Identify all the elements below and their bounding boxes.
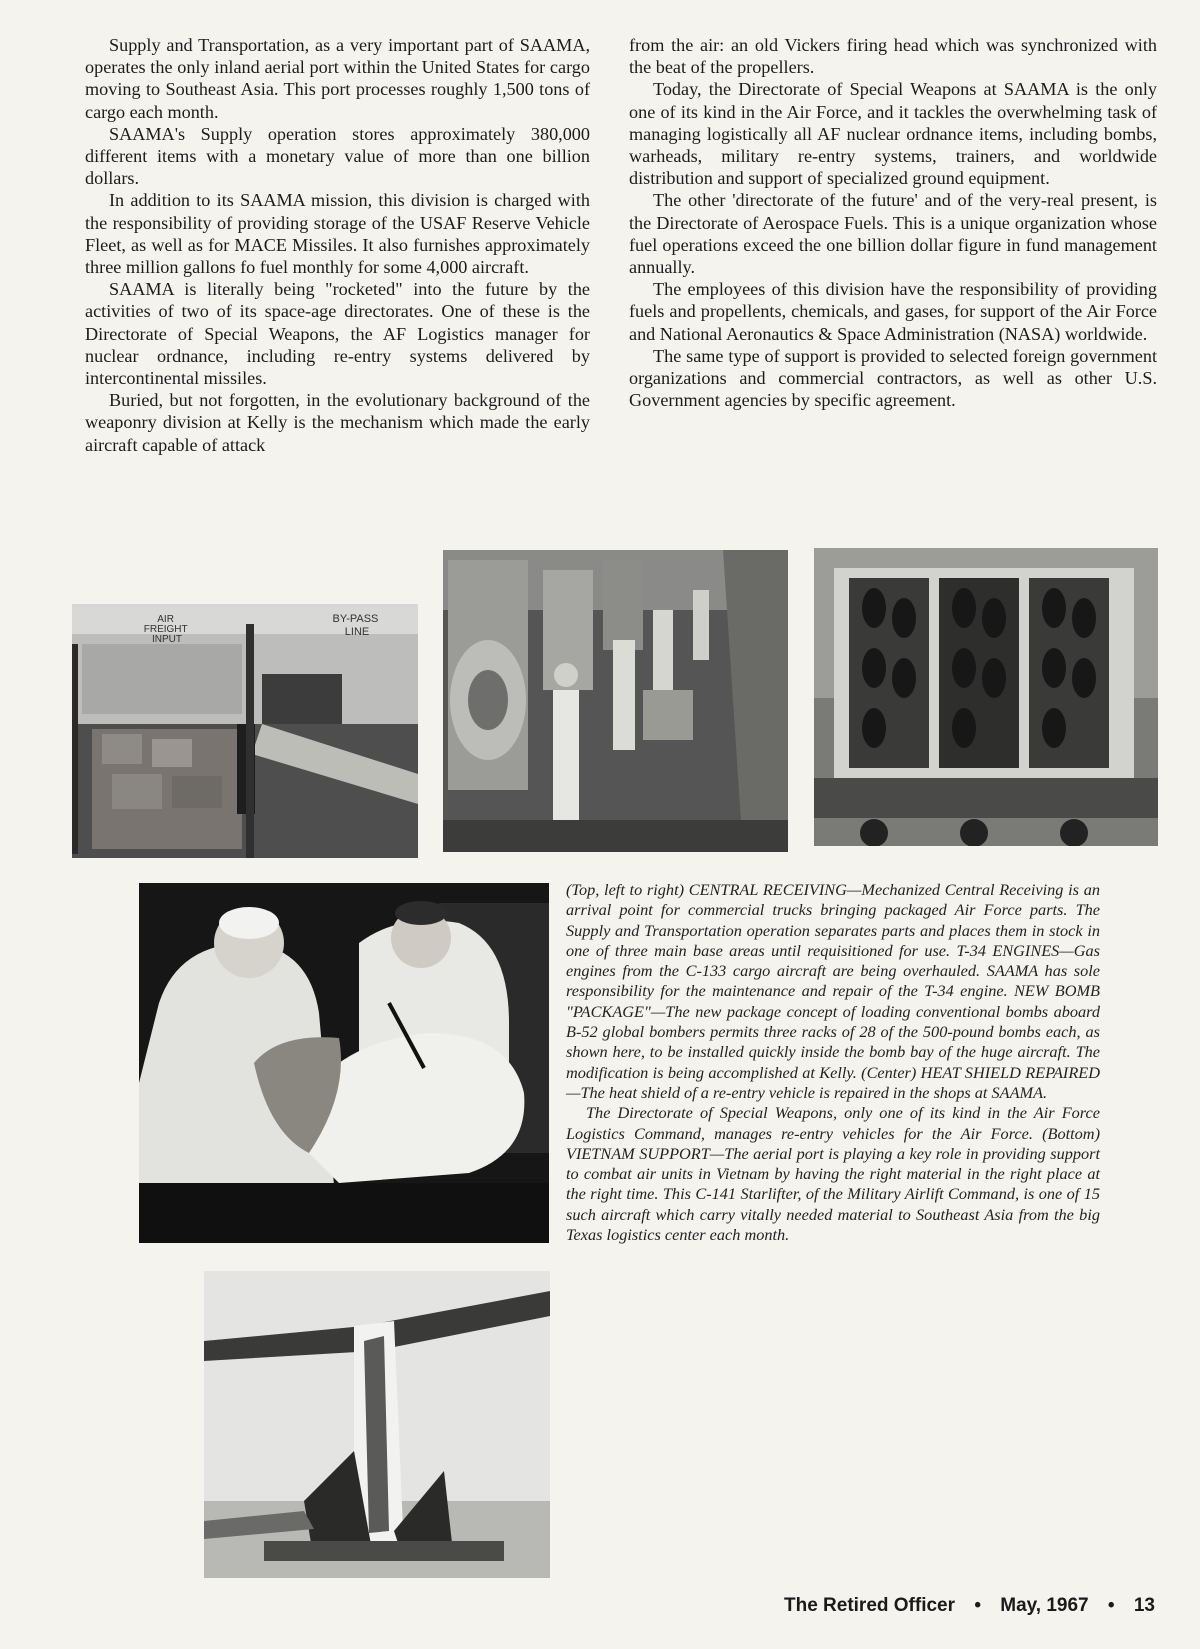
paragraph: Today, the Directorate of Special Weapons at SAAMA is the only one of its kind in the Air Force, and it tackles the overwhelming task of managing logistically all AF nuclear ordnance items, including bombs, warheads, military re-entry systems, trainers, and worldwide distribution and support of specialized ground equipment. bbox=[629, 79, 1157, 189]
photo-vietnam-support bbox=[204, 1271, 550, 1578]
photo-bomb-package bbox=[814, 548, 1158, 846]
publication-name: The Retired Officer bbox=[783, 1595, 956, 1616]
paragraph: from the air: an old Vickers firing head which was synchronized with the beat of the propellers. bbox=[629, 35, 1157, 78]
issue-date: May, 1967 bbox=[1000, 1595, 1089, 1616]
article-left-column bbox=[85, 34, 590, 456]
paragraph: Buried, but not forgotten, in the evolutionary background of the weaponry division at Kelly is the mechanism which made the early aircraft capable of attack bbox=[85, 390, 590, 455]
photo-t34-engines bbox=[443, 550, 788, 852]
sign-air-freight-input: AIR FREIGHT INPUT bbox=[143, 614, 188, 645]
caption-paragraph: (Top, left to right) CENTRAL RECEIVING—Mechanized Central Receiving is an arrival point for commercial trucks bringing packaged Air Force parts. The Supply and Transportation operation separates parts and places them in stock in one of three main base areas until requisitioned for use. T-34 ENGINES—Gas engines from the C-133 cargo aircraft are being overhauled. SAAMA has sole responsibility for the maintenance and repair of the T-34 engine. NEW BOMB "PACKAGE"—The new package concept of loading conventional bombs aboard B-52 global bombers permits three racks of 28 of the 500-pound bombs each, as shown here, to be installed quickly inside the bomb bay of the huge aircraft. The modification is being accomplished at Kelly. (Center) HEAT SHIELD REPAIRED—The heat shield of a re-entry vehicle is repaired in the shops at SAAMA. bbox=[566, 880, 1100, 1102]
bullet-separator: • bbox=[1107, 1595, 1115, 1616]
paragraph: SAAMA is literally being "rocketed" into the future by the activities of two of its space-age directorates. One of these is the Directorate of Special Weapons, the AF Logistics manager for nuclear ordnance, including re-entry systems delivered by intercontinental missiles. bbox=[85, 279, 590, 389]
bullet-separator: • bbox=[974, 1595, 981, 1616]
page-footer bbox=[784, 1595, 1155, 1617]
paragraph: The other 'directorate of the future' and of the very-real present, is the Directorate of Aerospace Fuels. This is a unique organization whose fuel operations exceed the one billion dollar figure in fund management annually. bbox=[629, 190, 1157, 278]
paragraph: The employees of this division have the responsibility of providing fuels and propellents, chemicals, and gases, for support of the Air Force and National Aeronautics & Space Administration (NASA) worldwide. bbox=[629, 279, 1157, 344]
sign-by-pass-line: BY-PASS LINE bbox=[332, 613, 379, 638]
page-number: 13 bbox=[1133, 1595, 1155, 1616]
paragraph: In addition to its SAAMA mission, this division is charged with the responsibility of providing storage of the USAF Reserve Vehicle Fleet, as well as for MACE Missiles. It also furnishes approximately three million gallons fo fuel monthly for some 4,000 aircraft. bbox=[85, 190, 590, 278]
paragraph: Supply and Transportation, as a very important part of SAAMA, operates the only inland aerial port within the United States for cargo moving to Southeast Asia. This port processes roughly 1,500 tons of cargo each month. bbox=[85, 35, 590, 122]
caption-paragraph: The Directorate of Special Weapons, only one of its kind in the Air Force Logistics Command, manages re-entry vehicles for the Air Force. (Bottom) VIETNAM SUPPORT—The aerial port is playing a key role in providing support to combat air units in Vietnam by having the right material in the right place at the right time. This C-141 Starlifter, of the Military Airlift Command, is one of 15 such aircraft which carry vitally needed material to Southeast Asia from the big Texas logistics center each month. bbox=[566, 1103, 1100, 1245]
paragraph: SAAMA's Supply operation stores approximately 380,000 different items with a monetary value of more than one billion dollars. bbox=[85, 123, 590, 189]
paragraph: The same type of support is provided to selected foreign government organizations and commercial contractors, as well as other U.S. Government agencies by specific agreement. bbox=[629, 345, 1157, 411]
photo-heat-shield bbox=[139, 883, 549, 1243]
photo-caption bbox=[566, 880, 1100, 1245]
photo-central-receiving bbox=[72, 604, 418, 858]
article-right-column bbox=[629, 34, 1157, 411]
